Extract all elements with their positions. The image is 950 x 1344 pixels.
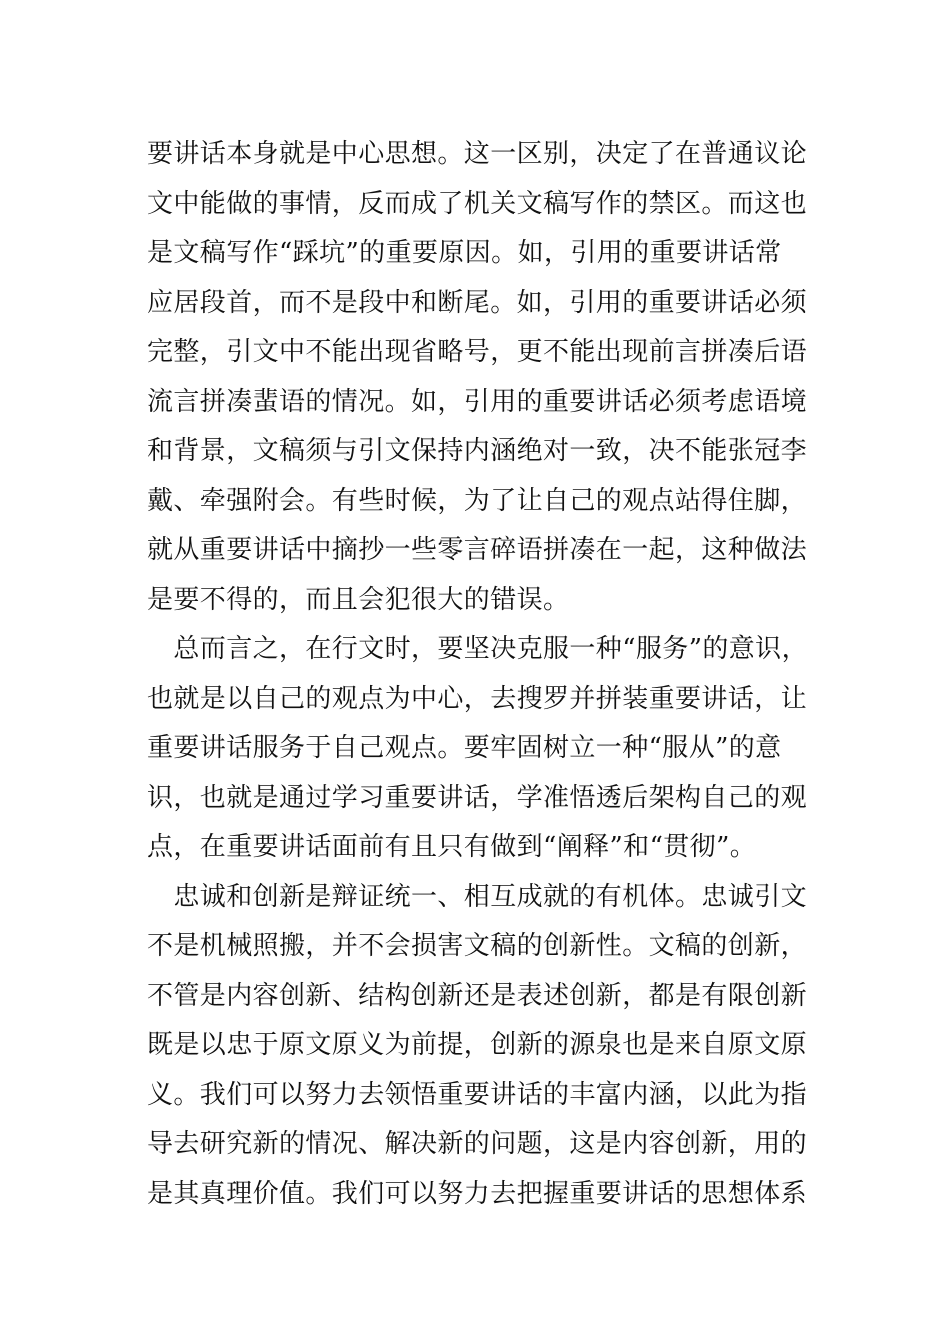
text-line: 不管是内容创新、结构创新还是表述创新，都是有限创新	[147, 980, 808, 1011]
text-line: 流言拼凑蜚语的情况。如，引用的重要讲话必须考虑语境	[147, 386, 808, 417]
paragraph-start-line: 忠诚和创新是辩证统一、相互成就的有机体。忠诚引文	[147, 881, 808, 912]
text-line: 应居段首，而不是段中和断尾。如，引用的重要讲话必须	[147, 287, 808, 318]
body-text	[147, 130, 837, 1219]
text-line: 也就是以自己的观点为中心，去搜罗并拼装重要讲话，让	[147, 683, 808, 714]
text-line: 导去研究新的情况、解决新的问题，这是内容创新，用的	[147, 1129, 808, 1159]
text-line: 就从重要讲话中摘抄一些零言碎语拼凑在一起，这种做法	[147, 535, 808, 565]
text-line: 文中能做的事情，反而成了机关文稿写作的禁区。而这也	[147, 188, 808, 219]
text-line: 和背景，文稿须与引文保持内涵绝对一致，决不能张冠李	[147, 436, 808, 466]
text-line: 完整，引文中不能出现省略号，更不能出现前言拼凑后语	[147, 337, 808, 367]
text-line: 要讲话本身就是中心思想。这一区别，决定了在普通议论	[147, 139, 808, 169]
text-line: 义。我们可以努力去领悟重要讲话的丰富内涵，以此为指	[147, 1079, 808, 1110]
text-line: 既是以忠于原文原义为前提，创新的源泉也是来自原文原	[147, 1030, 808, 1060]
text-line: 是文稿写作“踩坑”的重要原因。如，引用的重要讲话常	[147, 238, 782, 268]
text-line: 不是机械照搬，并不会损害文稿的创新性。文稿的创新，	[147, 931, 808, 961]
text-line: 是要不得的，而且会犯很大的错误。	[147, 584, 570, 615]
text-line: 点，在重要讲话面前有且只有做到“阐释”和“贯彻”。	[147, 832, 757, 862]
paragraph-start-line: 总而言之，在行文时，要坚决克服一种“服务”的意识，	[147, 634, 808, 664]
text-line: 重要讲话服务于自己观点。要牢固树立一种“服从”的意	[147, 733, 782, 763]
text-line: 戴、牵强附会。有些时候，为了让自己的观点站得住脚，	[147, 485, 808, 516]
text-line: 是其真理价值。我们可以努力去把握重要讲话的思想体系	[147, 1178, 808, 1209]
text-line: 识，也就是通过学习重要讲话，学准悟透后架构自己的观	[147, 782, 808, 813]
